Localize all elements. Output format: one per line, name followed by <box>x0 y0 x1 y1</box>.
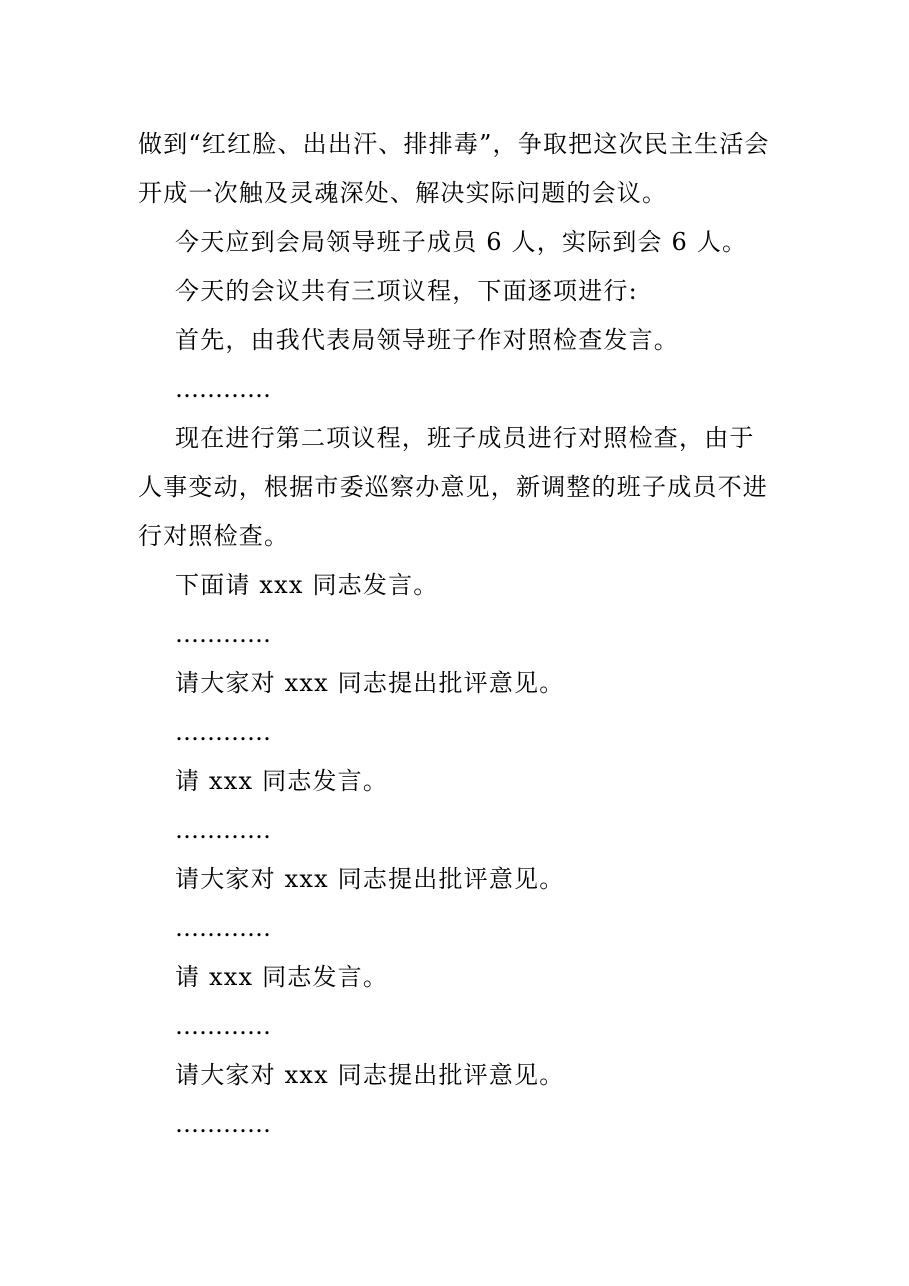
ellipsis-line: ………… <box>175 1110 271 1138</box>
paragraph-speaker-prompt: 请 xxx 同志发言。 <box>175 767 389 795</box>
paragraph-criticism-prompt: 请大家对 xxx 同志提出批评意见。 <box>175 669 565 697</box>
paragraph-criticism-prompt: 请大家对 xxx 同志提出批评意见。 <box>175 1061 565 1089</box>
paragraph-continuation: 做到“红红脸、出出汗、排排毒”，争取把这次民主生活会开成一次触及灵魂深处、解决实际问题的会议。 <box>138 130 770 207</box>
paragraph-second-item: 现在进行第二项议程，班子成员进行对照检查，由于人事变动，根据市委巡察办意见，新调整的班子成员不进行对照检查。 <box>138 424 768 550</box>
paragraph-criticism-prompt: 请大家对 xxx 同志提出批评意见。 <box>175 865 565 893</box>
paragraph-attendance: 今天应到会局领导班子成员 6 人，实际到会 6 人。 <box>175 228 748 256</box>
document-body <box>138 120 778 1149</box>
ellipsis-line: ………… <box>175 620 271 648</box>
ellipsis-line: ………… <box>175 816 271 844</box>
ellipsis-line: ………… <box>175 718 271 746</box>
ellipsis-line: ………… <box>175 914 271 942</box>
ellipsis-line: ………… <box>175 1012 271 1040</box>
paragraph-speaker-prompt: 下面请 xxx 同志发言。 <box>175 571 439 599</box>
paragraph-agenda: 今天的会议共有三项议程，下面逐项进行: <box>175 277 638 305</box>
ellipsis-line: ………… <box>175 375 271 403</box>
paragraph-first-item: 首先，由我代表局领导班子作对照检查发言。 <box>175 326 679 354</box>
paragraph-speaker-prompt: 请 xxx 同志发言。 <box>175 963 389 991</box>
